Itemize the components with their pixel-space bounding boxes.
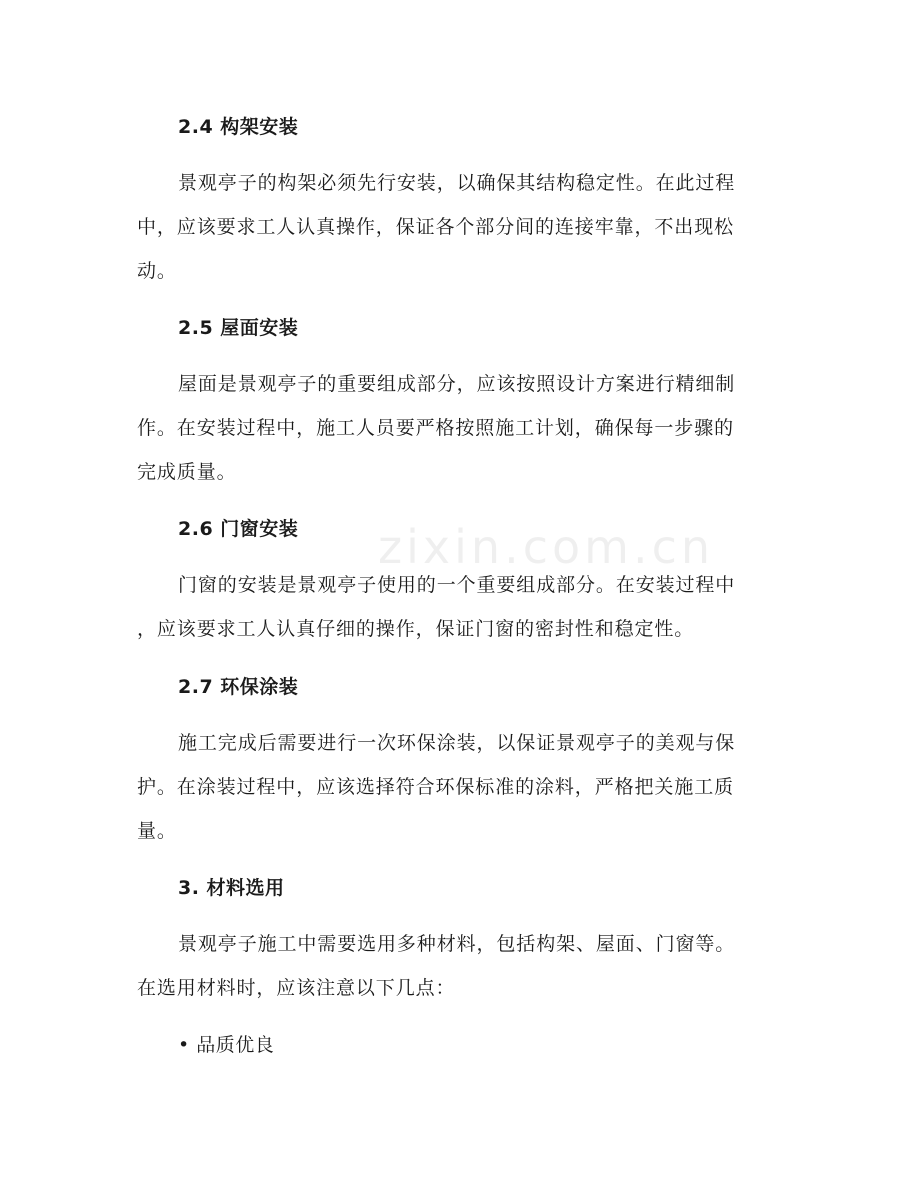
paragraph-line: 景观亭子施工中需要选用多种材料，包括构架、屋面、门窗等。 bbox=[178, 933, 736, 955]
paragraph-line: 完成质量。 bbox=[137, 461, 237, 483]
section-heading-2-7: 2.7 环保涂装 bbox=[178, 676, 299, 698]
paragraph-line: 作。在安装过程中，施工人员要严格按照施工计划，确保每一步骤的 bbox=[137, 417, 735, 439]
section-heading-2-4: 2.4 构架安装 bbox=[178, 116, 299, 138]
section-paragraph-2-4 bbox=[137, 161, 777, 293]
paragraph-line: 景观亭子的构架必须先行安装，以确保其结构稳定性。在此过程 bbox=[178, 172, 736, 194]
section-heading-2-6: 2.6 门窗安装 bbox=[178, 518, 299, 540]
section-paragraph-2-5 bbox=[137, 362, 777, 494]
section-paragraph-2-6 bbox=[137, 563, 777, 651]
paragraph-line: 动。 bbox=[137, 260, 177, 282]
section-paragraph-3 bbox=[137, 922, 777, 1010]
section-heading-3: 3. 材料选用 bbox=[178, 877, 285, 899]
paragraph-line: 在选用材料时，应该注意以下几点： bbox=[137, 977, 456, 999]
paragraph-line: 量。 bbox=[137, 820, 177, 842]
paragraph-line: 屋面是景观亭子的重要组成部分，应该按照设计方案进行精细制 bbox=[178, 373, 736, 395]
watermark: zixin.com.cn bbox=[378, 520, 715, 574]
paragraph-line: ，应该要求工人认真仔细的操作，保证门窗的密封性和稳定性。 bbox=[137, 618, 695, 640]
paragraph-line: 施工完成后需要进行一次环保涂装，以保证景观亭子的美观与保 bbox=[178, 732, 736, 754]
section-paragraph-2-7 bbox=[137, 721, 777, 853]
list-item-quality: • 品质优良 bbox=[178, 1034, 275, 1056]
paragraph-line: 门窗的安装是景观亭子使用的一个重要组成部分。在安装过程中 bbox=[178, 574, 736, 596]
paragraph-line: 中，应该要求工人认真操作，保证各个部分间的连接牢靠，不出现松 bbox=[137, 216, 735, 238]
section-heading-2-5: 2.5 屋面安装 bbox=[178, 317, 299, 339]
paragraph-line: 护。在涂装过程中，应该选择符合环保标准的涂料，严格把关施工质 bbox=[137, 776, 735, 798]
